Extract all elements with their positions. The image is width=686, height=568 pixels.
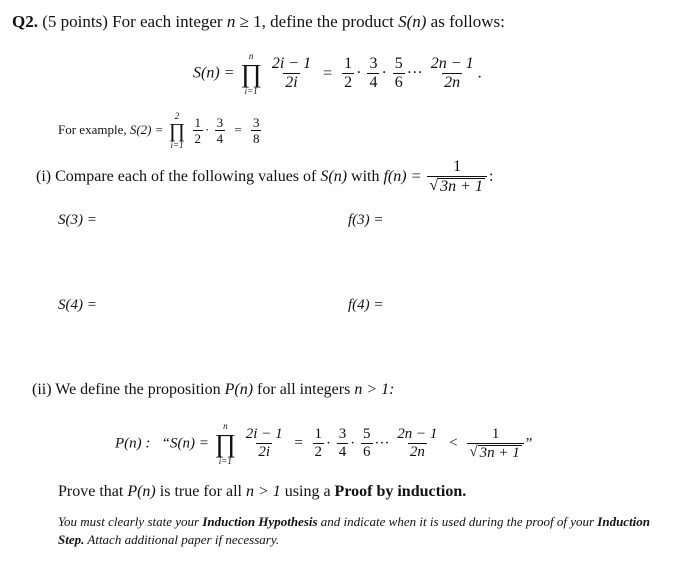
s4-label: S(4) = xyxy=(58,297,97,313)
intro-var: n xyxy=(226,12,236,31)
question-number: Q2. xyxy=(12,12,38,31)
question-points: (5 points) xyxy=(42,12,108,31)
part-i-S: S(n) xyxy=(320,167,348,185)
prop-lhs: P(n) : xyxy=(115,435,151,452)
example-f1: $\frac{1}{2}$ xyxy=(194,115,201,146)
def-term: $\frac{2i - 1}{2i}$ xyxy=(271,55,312,91)
part-ii-P: P(n) xyxy=(224,381,254,398)
prop-quote-open: “S(n) = xyxy=(161,435,209,452)
product-symbol: n ∏ i=1 xyxy=(240,51,262,96)
part-i-with: with xyxy=(351,167,380,185)
intro-S: S(n) xyxy=(398,12,427,31)
def-last: $\frac{2n - 1}{2n}$ xyxy=(430,55,474,91)
f4-label: f(4) = xyxy=(348,297,384,313)
prop-rhs: 1 √ 3n + 1 xyxy=(467,427,523,462)
prop-product-symbol: n ∏ i=1 xyxy=(214,421,237,466)
part-i-label: (i) Compare each of the following values of xyxy=(36,167,317,185)
definition-formula: S(n) = n ∏ i=1 $\frac{2i - 1}{2i}$ = $\frac{1}{2}$ · $\frac{3}{4}$ · $\frac{5}{6}$ ··· $\frac{2n - 1}{2n}$ . xyxy=(193,51,482,96)
proof-by-induction: Proof by induction. xyxy=(334,483,467,500)
example-f2: $\frac{3}{4}$ xyxy=(216,115,224,146)
def-f3: $\frac{5}{6}$ xyxy=(394,55,403,91)
prop-term: $\frac{2i - 1}{2i}$ xyxy=(245,426,283,460)
part-ii-mid: for all integers xyxy=(257,381,351,398)
part-ii-cond: n > 1: xyxy=(354,381,395,398)
prop-f1: $\frac{1}{2}$ xyxy=(314,426,323,460)
prop-last: $\frac{2n - 1}{2n}$ xyxy=(397,426,438,460)
prop-f3: $\frac{5}{6}$ xyxy=(363,426,371,460)
intro-text: For each integer xyxy=(112,12,223,31)
prop-quote-close: ” xyxy=(525,435,533,452)
instructions-note: You must clearly state your Induction Hypothesis and indicate when it is used during the proof of your Induction Step. Attach additional paper if necessary. xyxy=(58,514,651,547)
part-i-heading: (i) Compare each of the following values of S(n) with f(n) = 1 √ 3n + 1 : xyxy=(36,158,494,195)
prop-f2: $\frac{3}{4}$ xyxy=(338,426,347,460)
part-i-f: f(n) = xyxy=(383,167,422,185)
part-ii-heading xyxy=(32,381,394,399)
intro-suffix: as follows: xyxy=(430,12,505,31)
question-header xyxy=(12,12,505,32)
prove-statement: Prove that P(n) is true for all n > 1 using a Proof by induction. xyxy=(58,483,467,500)
f3-label: f(3) = xyxy=(348,212,384,228)
example-lhs: S(2) = xyxy=(129,121,164,137)
def-lhs: S(n) = xyxy=(193,64,235,82)
note-induction-hypothesis: Induction Hypothesis xyxy=(202,514,318,529)
example-result: $\frac{3}{8}$ xyxy=(252,115,260,146)
part-i-f-fraction: 1 √ 3n + 1 xyxy=(427,159,487,196)
example-label: For example, xyxy=(58,121,127,137)
example-formula: For example, S(2) = 2 ∏ i=1 $\frac{1}{2}$ · $\frac{3}{4}$ = $\frac{3}{8}$ xyxy=(58,111,260,150)
note-induction-step: Induction Step. xyxy=(58,514,651,547)
s3-label: S(3) = xyxy=(58,212,97,228)
def-f1: $\frac{1}{2}$ xyxy=(344,55,353,91)
proposition-formula: P(n) : “S(n) = n ∏ i=1 $\frac{2i - 1}{2i}$ = $\frac{1}{2}$ · $\frac{3}{4}$ · $\frac{5}{6}$ ··· $\frac{2n - 1}{2n}$ < 1 √ 3n + 1 ” xyxy=(115,421,533,466)
intro-cond: ≥ 1, define the product xyxy=(239,12,394,31)
def-f2: $\frac{3}{4}$ xyxy=(369,55,378,91)
example-product-symbol: 2 ∏ i=1 xyxy=(168,111,186,150)
part-ii-label: (ii) We define the proposition xyxy=(32,381,221,398)
